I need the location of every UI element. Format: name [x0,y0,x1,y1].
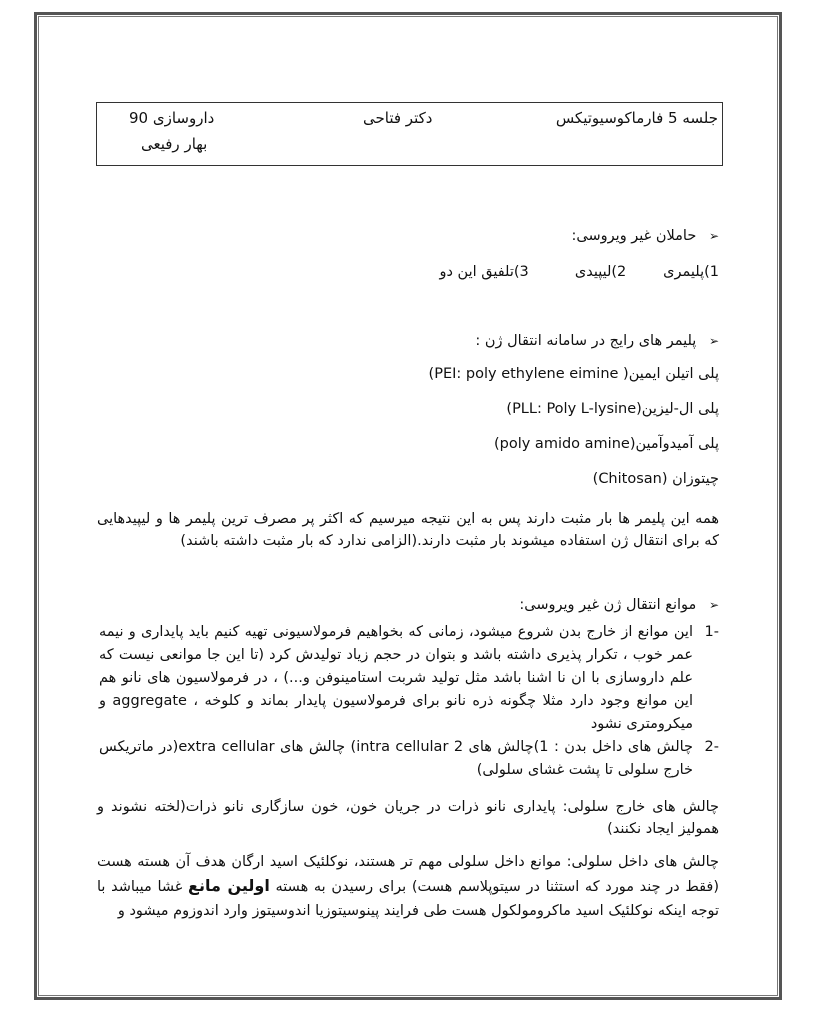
heading-text: حاملان غیر ویروسی: [571,228,697,244]
list-number: 1- [704,624,719,640]
polymer-item: پلی آمیدوآمین(poly amido amine) [493,436,719,452]
writer-name: بهار رفیعی [141,135,208,153]
arrow-bullet-icon: ➢ [708,598,719,612]
intracellular-text-a: چالش های داخل سلولی: موانع داخل سلولی مهم تر هستند، نوکلئیک اسید ارگان هدف آن هسته هست (فقط در چند مورد که استثنا در سیتوپلاسم هست) برای رسیدن به هسته [97,854,719,895]
list-item [99,621,719,736]
polymers-summary-paragraph: همه این پلیمر ها بار مثبت دارند پس به این نتیجه میرسیم که اکثر پر مصرف ترین پلیمر ها و لیپیدهایی که برای انتقال ژن استفاده میشوند بار مثبت دارند.(الزامی ندارد که بار مثبت داشته باشند) [97,511,719,549]
heading-text: پلیمر های رایج در سامانه انتقال ژن : [475,333,697,349]
course-name: داروسازی 90 [129,109,215,127]
barriers-list [99,621,719,782]
polymer-item: پلی اتیلن ایمین( PEI: poly ethylene eimine) [428,366,719,382]
list-item-text: چالش های داخل بدن : 1)چالش های intra cellular 2) چالش های extra cellular(در ماتریکس خارج سلولی تا پشت غشای سلولی) [99,739,694,778]
intracellular-challenges-paragraph [97,850,719,923]
list-item [99,736,719,782]
carrier-types-line: 1)پلیمری 2)لیپیدی 3)تلفیق این دو [439,264,719,280]
header-box [96,102,723,166]
lecture-title: جلسه 5 فارماکوسیوتیکس [555,109,718,127]
polymer-item: پلی ال-لیزین(PLL: Poly L-lysine) [506,401,719,417]
first-barrier-emphasis: اولین مانع [188,876,270,895]
extracellular-challenges-paragraph: چالش های خارج سلولی: پایداری نانو ذرات در جریان خون، خون سازگاری نانو ذرات(لخته نشوند و همولیز ایجاد نکنند) [97,799,719,837]
arrow-bullet-icon: ➢ [708,334,719,348]
section-heading-polymers [475,333,719,349]
intracellular-text-b: غشا میباشد با توجه اینکه نوکلئیک اسید ماکرومولکول هست طی فرایند پینوسیتوزیا اندوسیتوز وارد اندوزوم میشود و [97,879,719,919]
section-heading-barriers [519,597,719,613]
list-item-text: این موانع از خارج بدن شروع میشود، زمانی که بخواهیم فرمولاسیونی تهیه کنیم باید پایداری و نیمه عمر خوب ، تکرار پذیری داشته باشد و بتوان در حجم زیاد تولیدش کرد (تا این جا موانعی نیست که علم داروسازی با ان نا اشنا باشد مثل تولید شربت استامینوفن و...) ، در فرمولاسیون های نانو هم این موانع وجود دارد مثلا چگونه ذره نانو برای فرمولاسیون پایدار بماند و کلوخه ، aggregate و میکرومتری نشود [99,624,693,732]
polymer-item: چیتوزان (Chitosan) [592,471,719,487]
section-heading-nonviral-carriers [572,228,719,244]
teacher-name: دکتر فتاحی [363,109,433,127]
arrow-bullet-icon: ➢ [708,229,719,243]
heading-text: موانع انتقال ژن غیر ویروسی: [519,597,697,613]
list-number: 2- [704,739,719,755]
